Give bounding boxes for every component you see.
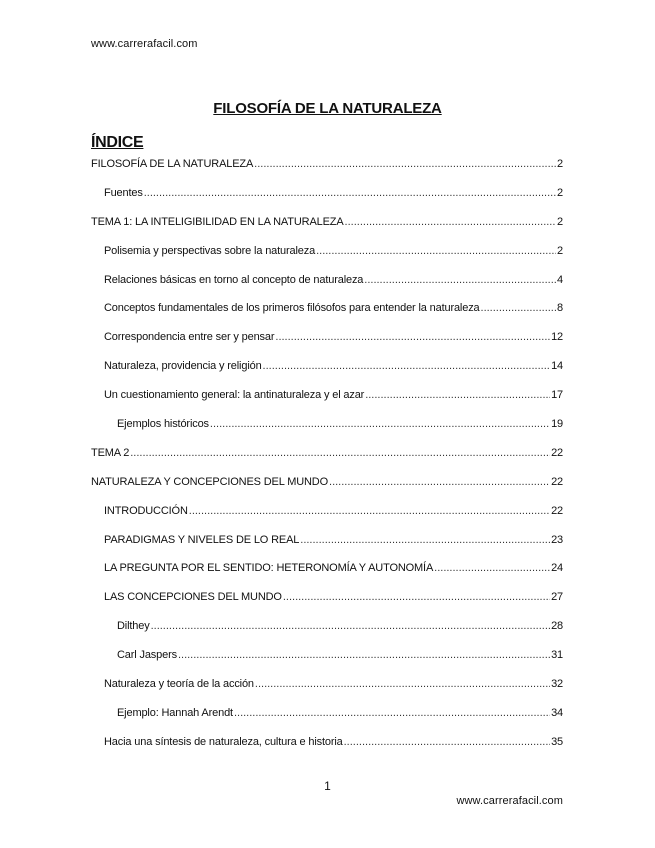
toc-entry-page: 12 [551, 331, 563, 344]
toc-entry-title: Naturaleza y teoría de la acción [104, 678, 254, 691]
dot-leader [329, 474, 550, 490]
toc-entry-page: 2 [557, 215, 563, 228]
toc-entry[interactable] [91, 416, 563, 445]
toc-entry-title: Conceptos fundamentales de los primeros filósofos para entender la naturaleza [104, 302, 480, 315]
toc-entry-page: 22 [551, 504, 563, 517]
toc-entry-title: LA PREGUNTA POR EL SENTIDO: HETERONOMÍA Y AUTONOMÍA [104, 562, 434, 575]
toc-entry[interactable] [91, 474, 563, 503]
dot-leader [130, 445, 550, 461]
dot-leader [345, 214, 556, 230]
toc-entry[interactable] [91, 647, 563, 676]
toc-entry-title: FILOSOFÍA DE LA NATURALEZA [91, 158, 254, 170]
toc-entry-page: 32 [551, 678, 563, 691]
footer-url: www.carrerafacil.com [456, 795, 563, 807]
toc-entry-page: 27 [551, 591, 563, 604]
dot-leader [275, 329, 550, 345]
toc-entry-page: 8 [557, 302, 563, 315]
toc-entry[interactable] [91, 387, 563, 416]
toc-entry-title: TEMA 1: LA INTELIGIBILIDAD EN LA NATURALEZA [91, 215, 344, 228]
dot-leader [210, 416, 550, 432]
toc-entry-page: 2 [557, 186, 563, 199]
toc-entry-title: Naturaleza, providencia y religión [104, 360, 262, 373]
toc-entry-title: Fuentes [104, 186, 143, 199]
dot-leader [364, 272, 556, 288]
toc-entry-page: 23 [551, 533, 563, 546]
dot-leader [234, 705, 550, 721]
dot-leader [151, 618, 550, 634]
toc-entry[interactable] [91, 185, 563, 214]
toc-entry[interactable] [91, 329, 563, 358]
toc-entry-title: INTRODUCCIÓN [104, 504, 188, 517]
dot-leader [300, 532, 550, 548]
dot-leader [144, 185, 556, 201]
toc-entry-title: Relaciones básicas en torno al concepto de naturaleza [104, 273, 364, 286]
toc-entry[interactable] [91, 243, 563, 272]
toc-entry[interactable] [91, 734, 563, 763]
toc-entry-title: Dilthey [117, 620, 150, 633]
toc-entry-title: Carl Jaspers [117, 649, 177, 662]
toc-entry-title: Hacia una síntesis de naturaleza, cultura e historia [104, 735, 343, 748]
document-title: FILOSOFÍA DE LA NATURALEZA [213, 100, 442, 117]
toc-entry[interactable] [91, 618, 563, 647]
dot-leader [263, 358, 551, 374]
toc-entry[interactable] [91, 300, 563, 329]
dot-leader [255, 676, 550, 692]
toc-entry-page: 31 [551, 649, 563, 662]
toc-entry[interactable] [91, 532, 563, 561]
toc-entry-title: PARADIGMAS Y NIVELES DE LO REAL [104, 533, 300, 546]
toc-entry-page: 2 [557, 244, 563, 257]
header-url: www.carrerafacil.com [91, 38, 198, 50]
toc-entry-page: 4 [557, 273, 563, 286]
toc-entry-title: TEMA 2 [91, 446, 130, 459]
dot-leader [344, 734, 550, 750]
toc-entry-page: 14 [551, 360, 563, 373]
toc-entry-title: NATURALEZA Y CONCEPCIONES DEL MUNDO [91, 475, 329, 488]
toc-entry[interactable] [91, 676, 563, 705]
toc-entry[interactable] [91, 445, 563, 474]
dot-leader [189, 503, 550, 519]
toc-entry-title: LAS CONCEPCIONES DEL MUNDO [104, 591, 282, 604]
dot-leader [434, 560, 550, 576]
toc-entry[interactable] [91, 560, 563, 589]
toc-entry-title: Ejemplos históricos [117, 418, 209, 431]
toc-entry-page: 22 [551, 446, 563, 459]
toc-entry-page: 17 [551, 389, 563, 402]
toc-entry[interactable] [91, 358, 563, 387]
toc-entry-title: Ejemplo: Hannah Arendt [117, 706, 233, 719]
toc-entry-page: 34 [551, 706, 563, 719]
toc-entry-page: 35 [551, 735, 563, 748]
toc-entry[interactable] [91, 156, 563, 185]
toc-heading: ÍNDICE [91, 134, 144, 151]
toc-entry-page: 24 [551, 562, 563, 575]
table-of-contents [91, 156, 563, 763]
page-number: 1 [324, 779, 331, 793]
toc-entry-title: Correspondencia entre ser y pensar [104, 331, 275, 344]
dot-leader [254, 156, 556, 172]
dot-leader [316, 243, 556, 259]
toc-entry[interactable] [91, 503, 563, 532]
toc-entry[interactable] [91, 214, 563, 243]
toc-entry-page: 28 [551, 620, 563, 633]
dot-leader [283, 589, 550, 605]
toc-entry[interactable] [91, 589, 563, 618]
toc-entry[interactable] [91, 705, 563, 734]
toc-entry-page: 2 [557, 158, 563, 170]
dot-leader [178, 647, 550, 663]
toc-entry-page: 19 [551, 418, 563, 431]
dot-leader [365, 387, 550, 403]
toc-entry[interactable] [91, 272, 563, 301]
toc-entry-title: Un cuestionamiento general: la antinaturaleza y el azar [104, 389, 365, 402]
toc-entry-page: 22 [551, 475, 563, 488]
toc-entry-title: Polisemia y perspectivas sobre la naturaleza [104, 244, 316, 257]
dot-leader [481, 300, 557, 316]
